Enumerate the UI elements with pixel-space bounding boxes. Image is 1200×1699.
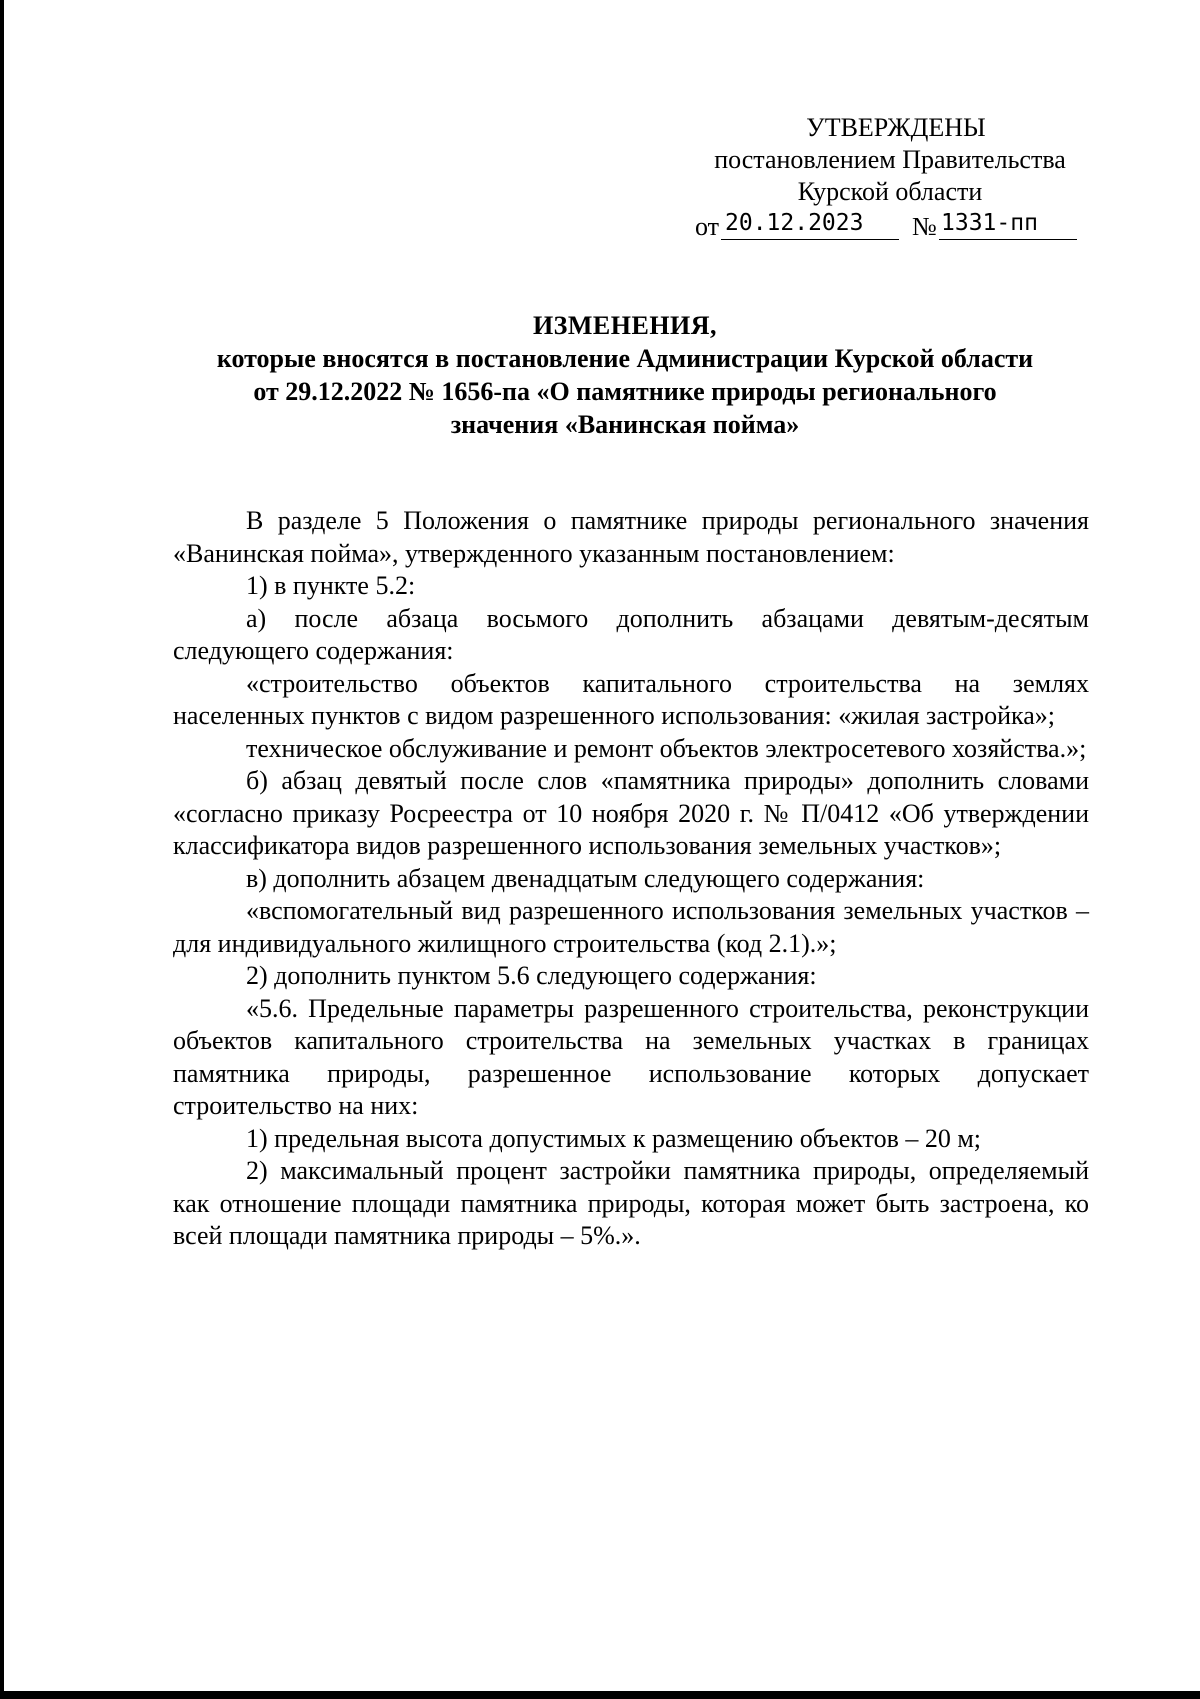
paragraph: техническое обслуживание и ремонт объектов электросетевого хозяйства.»;	[246, 733, 1087, 763]
document-body	[173, 505, 1089, 1253]
approval-region: Курской области	[797, 177, 983, 206]
paragraph: 2) дополнить пунктом 5.6 следующего содержания:	[246, 961, 817, 990]
document-title	[160, 309, 1090, 441]
paragraph: «5.6. Предельные параметры разрешенного строительства, реконструкции объектов капитального строительства на земельных участках в границах памятника природы, разрешенное использование которых допускает строительство на них:	[173, 993, 1089, 1120]
approval-date: 20.12.2023	[721, 210, 899, 240]
approval-date-number	[695, 210, 1085, 244]
paragraph: б) абзац девятый после слов «памятника природы» дополнить словами «согласно приказу Росреестра от 10 ноября 2020 г. № П/0412 «Об утверждении классификатора видов разрешенного использования земельных участков»;	[173, 766, 1089, 860]
paragraph: 1) предельная высота допустимых к размещению объектов – 20 м;	[246, 1123, 982, 1153]
page-left-edge	[0, 0, 4, 1699]
title-line-3: от 29.12.2022 № 1656-па «О памятнике природы регионального	[253, 377, 997, 406]
paragraph: 2) максимальный процент застройки памятника природы, определяемый как отношение площади памятника природы, которая может быть застроена, ко всей площади памятника природы – 5%.».	[173, 1156, 1089, 1250]
paragraph: В разделе 5 Положения о памятнике природы регионального значения «Ванинская пойма», утвержденного указанным постановлением:	[173, 506, 1089, 568]
number-prefix: №	[912, 212, 937, 241]
paragraph: в) дополнить абзацем двенадцатым следующего содержания:	[246, 863, 925, 893]
date-prefix: от	[695, 212, 720, 241]
paragraph: 1) в пункте 5.2:	[246, 571, 416, 600]
approval-number: 1331-пп	[939, 210, 1077, 240]
paragraph: а) после абзаца восьмого дополнить абзацами девятым-десятым следующего содержания:	[173, 603, 1089, 665]
page-bottom-edge	[0, 1691, 1200, 1699]
approval-title: УТВЕРЖДЕНЫ	[806, 113, 986, 142]
title-line-2: которые вносятся в постановление Администрации Курской области	[216, 344, 1034, 373]
approval-stamp	[690, 112, 1090, 208]
paragraph: «вспомогательный вид разрешенного использования земельных участков – для индивидуального жилищного строительства (код 2.1).»;	[173, 896, 1089, 958]
approval-authority: постановлением Правительства	[714, 145, 1066, 174]
title-line-4: значения «Ванинская пойма»	[450, 410, 800, 439]
paragraph: «строительство объектов капитального строительства на землях населенных пунктов с видом разрешенного использования: «жилая застройка»;	[173, 668, 1089, 730]
title-main: ИЗМЕНЕНИЯ,	[532, 311, 718, 340]
